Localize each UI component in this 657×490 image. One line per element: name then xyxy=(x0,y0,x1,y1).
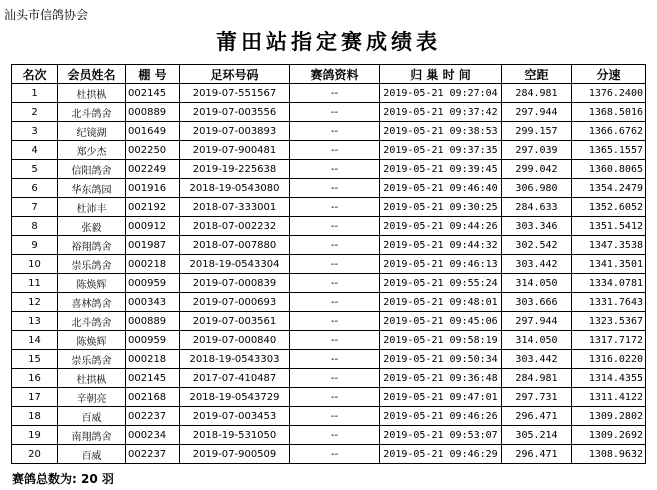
cell-name: 裕翔鸽舍 xyxy=(58,236,126,255)
cell-ring: 2019-07-003556 xyxy=(180,103,290,122)
cell-name: 陈焕辉 xyxy=(58,331,126,350)
cell-arrival: 2019-05-21 09:46:26 xyxy=(380,407,502,426)
cell-arrival: 2019-05-21 09:46:40 xyxy=(380,179,502,198)
table-row xyxy=(12,255,646,274)
cell-ring: 2019-07-003893 xyxy=(180,122,290,141)
cell-distance: 303.442 xyxy=(502,255,572,274)
table-row xyxy=(12,388,646,407)
cell-ring: 2017-07-410487 xyxy=(180,369,290,388)
cell-ring: 2018-07-333001 xyxy=(180,198,290,217)
table-row xyxy=(12,331,646,350)
cell-name: 崇乐鸽舍 xyxy=(58,255,126,274)
cell-ring: 2019-07-900509 xyxy=(180,445,290,464)
table-row xyxy=(12,407,646,426)
cell-speed: 1360.8065 xyxy=(572,160,646,179)
cell-arrival: 2019-05-21 09:45:06 xyxy=(380,312,502,331)
cell-info: -- xyxy=(290,84,380,103)
cell-rank: 8 xyxy=(12,217,58,236)
cell-name: 杜拱枞 xyxy=(58,84,126,103)
cell-rank: 11 xyxy=(12,274,58,293)
cell-speed: 1308.9632 xyxy=(572,445,646,464)
cell-speed: 1352.6052 xyxy=(572,198,646,217)
cell-info: -- xyxy=(290,217,380,236)
cell-name: 陈焕辉 xyxy=(58,274,126,293)
cell-rank: 19 xyxy=(12,426,58,445)
cell-info: -- xyxy=(290,312,380,331)
cell-info: -- xyxy=(290,122,380,141)
cell-ring: 2018-07-007880 xyxy=(180,236,290,255)
cell-ring: 2018-19-0543729 xyxy=(180,388,290,407)
cell-speed: 1347.3538 xyxy=(572,236,646,255)
table-row xyxy=(12,179,646,198)
column-header-info: 赛鸽资料 xyxy=(290,65,380,84)
cell-rank: 5 xyxy=(12,160,58,179)
cell-arrival: 2019-05-21 09:30:25 xyxy=(380,198,502,217)
cell-rank: 6 xyxy=(12,179,58,198)
cell-loft: 002250 xyxy=(126,141,180,160)
cell-ring: 2018-07-002232 xyxy=(180,217,290,236)
organization-name: 汕头市信鸽协会 xyxy=(4,8,89,22)
cell-name: 崇乐鸽舍 xyxy=(58,350,126,369)
cell-rank: 12 xyxy=(12,293,58,312)
cell-distance: 299.157 xyxy=(502,122,572,141)
cell-name: 纪镜湖 xyxy=(58,122,126,141)
cell-rank: 17 xyxy=(12,388,58,407)
cell-speed: 1311.4122 xyxy=(572,388,646,407)
cell-speed: 1334.0781 xyxy=(572,274,646,293)
cell-info: -- xyxy=(290,407,380,426)
cell-info: -- xyxy=(290,293,380,312)
cell-info: -- xyxy=(290,255,380,274)
table-row xyxy=(12,122,646,141)
cell-distance: 314.050 xyxy=(502,274,572,293)
cell-info: -- xyxy=(290,236,380,255)
cell-distance: 306.980 xyxy=(502,179,572,198)
cell-name: 华东鸽园 xyxy=(58,179,126,198)
cell-rank: 10 xyxy=(12,255,58,274)
table-header-row xyxy=(12,65,646,84)
results-table xyxy=(11,64,646,464)
cell-ring: 2019-19-225638 xyxy=(180,160,290,179)
cell-rank: 1 xyxy=(12,84,58,103)
cell-ring: 2018-19-0543080 xyxy=(180,179,290,198)
cell-distance: 297.944 xyxy=(502,103,572,122)
cell-ring: 2019-07-551567 xyxy=(180,84,290,103)
cell-ring: 2019-07-000693 xyxy=(180,293,290,312)
cell-loft: 002168 xyxy=(126,388,180,407)
cell-distance: 297.039 xyxy=(502,141,572,160)
cell-distance: 303.346 xyxy=(502,217,572,236)
cell-loft: 002237 xyxy=(126,445,180,464)
cell-ring: 2019-07-003561 xyxy=(180,312,290,331)
cell-speed: 1366.6762 xyxy=(572,122,646,141)
cell-loft: 002145 xyxy=(126,84,180,103)
table-row xyxy=(12,369,646,388)
cell-info: -- xyxy=(290,179,380,198)
cell-name: 南翔鸽舍 xyxy=(58,426,126,445)
cell-ring: 2018-19-0543304 xyxy=(180,255,290,274)
cell-speed: 1341.3501 xyxy=(572,255,646,274)
cell-name: 杜拱枞 xyxy=(58,369,126,388)
cell-rank: 13 xyxy=(12,312,58,331)
cell-arrival: 2019-05-21 09:39:45 xyxy=(380,160,502,179)
cell-ring: 2019-07-900481 xyxy=(180,141,290,160)
cell-rank: 16 xyxy=(12,369,58,388)
cell-loft: 001916 xyxy=(126,179,180,198)
cell-loft: 000959 xyxy=(126,274,180,293)
cell-distance: 297.944 xyxy=(502,312,572,331)
table-row xyxy=(12,312,646,331)
column-header-name: 会员姓名 xyxy=(58,65,126,84)
column-header-loft: 棚 号 xyxy=(126,65,180,84)
cell-arrival: 2019-05-21 09:48:01 xyxy=(380,293,502,312)
cell-info: -- xyxy=(290,445,380,464)
cell-ring: 2019-07-000840 xyxy=(180,331,290,350)
cell-name: 北斗鸽舍 xyxy=(58,103,126,122)
cell-arrival: 2019-05-21 09:50:34 xyxy=(380,350,502,369)
cell-info: -- xyxy=(290,350,380,369)
cell-loft: 002192 xyxy=(126,198,180,217)
cell-loft: 000959 xyxy=(126,331,180,350)
cell-distance: 314.050 xyxy=(502,331,572,350)
table-body xyxy=(12,84,646,464)
table-row xyxy=(12,274,646,293)
cell-loft: 000343 xyxy=(126,293,180,312)
cell-rank: 9 xyxy=(12,236,58,255)
cell-distance: 284.633 xyxy=(502,198,572,217)
table-row xyxy=(12,350,646,369)
cell-rank: 3 xyxy=(12,122,58,141)
cell-info: -- xyxy=(290,141,380,160)
cell-arrival: 2019-05-21 09:58:19 xyxy=(380,331,502,350)
cell-info: -- xyxy=(290,388,380,407)
cell-name: 喜林鸽舍 xyxy=(58,293,126,312)
cell-arrival: 2019-05-21 09:38:53 xyxy=(380,122,502,141)
cell-info: -- xyxy=(290,160,380,179)
cell-arrival: 2019-05-21 09:37:42 xyxy=(380,103,502,122)
cell-speed: 1376.2400 xyxy=(572,84,646,103)
cell-info: -- xyxy=(290,331,380,350)
cell-distance: 299.042 xyxy=(502,160,572,179)
cell-arrival: 2019-05-21 09:47:01 xyxy=(380,388,502,407)
cell-info: -- xyxy=(290,426,380,445)
cell-distance: 284.981 xyxy=(502,369,572,388)
cell-arrival: 2019-05-21 09:27:04 xyxy=(380,84,502,103)
cell-speed: 1365.1557 xyxy=(572,141,646,160)
cell-loft: 000889 xyxy=(126,103,180,122)
cell-name: 杜沛丰 xyxy=(58,198,126,217)
cell-rank: 15 xyxy=(12,350,58,369)
cell-speed: 1317.7172 xyxy=(572,331,646,350)
column-header-distance: 空距 xyxy=(502,65,572,84)
column-header-ring: 足环号码 xyxy=(180,65,290,84)
cell-info: -- xyxy=(290,274,380,293)
column-header-arrival: 归 巢 时 间 xyxy=(380,65,502,84)
column-header-speed: 分速 xyxy=(572,65,646,84)
table-row xyxy=(12,141,646,160)
table-row xyxy=(12,445,646,464)
cell-name: 辛朝亮 xyxy=(58,388,126,407)
total-count: 赛鸽总数为: 20 羽 xyxy=(12,472,114,486)
cell-speed: 1309.2692 xyxy=(572,426,646,445)
cell-loft: 002237 xyxy=(126,407,180,426)
cell-speed: 1316.0220 xyxy=(572,350,646,369)
cell-info: -- xyxy=(290,369,380,388)
cell-loft: 000912 xyxy=(126,217,180,236)
cell-loft: 000218 xyxy=(126,255,180,274)
cell-rank: 18 xyxy=(12,407,58,426)
cell-arrival: 2019-05-21 09:55:24 xyxy=(380,274,502,293)
cell-distance: 296.471 xyxy=(502,445,572,464)
table-row xyxy=(12,198,646,217)
cell-loft: 002249 xyxy=(126,160,180,179)
cell-info: -- xyxy=(290,198,380,217)
table-row xyxy=(12,236,646,255)
cell-loft: 002145 xyxy=(126,369,180,388)
cell-loft: 000218 xyxy=(126,350,180,369)
cell-arrival: 2019-05-21 09:44:26 xyxy=(380,217,502,236)
cell-arrival: 2019-05-21 09:53:07 xyxy=(380,426,502,445)
cell-name: 北斗鸽舍 xyxy=(58,312,126,331)
cell-rank: 7 xyxy=(12,198,58,217)
cell-distance: 303.666 xyxy=(502,293,572,312)
cell-distance: 297.731 xyxy=(502,388,572,407)
cell-name: 郑少杰 xyxy=(58,141,126,160)
cell-speed: 1331.7643 xyxy=(572,293,646,312)
cell-rank: 2 xyxy=(12,103,58,122)
cell-name: 张毅 xyxy=(58,217,126,236)
cell-speed: 1368.5016 xyxy=(572,103,646,122)
cell-rank: 4 xyxy=(12,141,58,160)
cell-speed: 1309.2802 xyxy=(572,407,646,426)
cell-distance: 296.471 xyxy=(502,407,572,426)
cell-loft: 001649 xyxy=(126,122,180,141)
cell-loft: 000889 xyxy=(126,312,180,331)
cell-ring: 2018-19-531050 xyxy=(180,426,290,445)
cell-distance: 302.542 xyxy=(502,236,572,255)
cell-name: 百威 xyxy=(58,407,126,426)
cell-name: 百威 xyxy=(58,445,126,464)
cell-arrival: 2019-05-21 09:44:32 xyxy=(380,236,502,255)
table-row xyxy=(12,426,646,445)
cell-name: 信阳鸽舍 xyxy=(58,160,126,179)
cell-loft: 000234 xyxy=(126,426,180,445)
table-row xyxy=(12,293,646,312)
cell-ring: 2019-07-000839 xyxy=(180,274,290,293)
page-title: 莆田站指定赛成绩表 xyxy=(216,29,441,54)
cell-distance: 284.981 xyxy=(502,84,572,103)
cell-ring: 2019-07-003453 xyxy=(180,407,290,426)
table-row xyxy=(12,84,646,103)
cell-info: -- xyxy=(290,103,380,122)
cell-rank: 14 xyxy=(12,331,58,350)
cell-distance: 305.214 xyxy=(502,426,572,445)
column-header-rank: 名次 xyxy=(12,65,58,84)
cell-speed: 1314.4355 xyxy=(572,369,646,388)
table-row xyxy=(12,103,646,122)
table-row xyxy=(12,217,646,236)
cell-speed: 1351.5412 xyxy=(572,217,646,236)
cell-arrival: 2019-05-21 09:46:29 xyxy=(380,445,502,464)
cell-arrival: 2019-05-21 09:46:13 xyxy=(380,255,502,274)
cell-arrival: 2019-05-21 09:37:35 xyxy=(380,141,502,160)
cell-ring: 2018-19-0543303 xyxy=(180,350,290,369)
cell-loft: 001987 xyxy=(126,236,180,255)
table-row xyxy=(12,160,646,179)
cell-rank: 20 xyxy=(12,445,58,464)
cell-arrival: 2019-05-21 09:36:48 xyxy=(380,369,502,388)
cell-speed: 1354.2479 xyxy=(572,179,646,198)
cell-speed: 1323.5367 xyxy=(572,312,646,331)
cell-distance: 303.442 xyxy=(502,350,572,369)
